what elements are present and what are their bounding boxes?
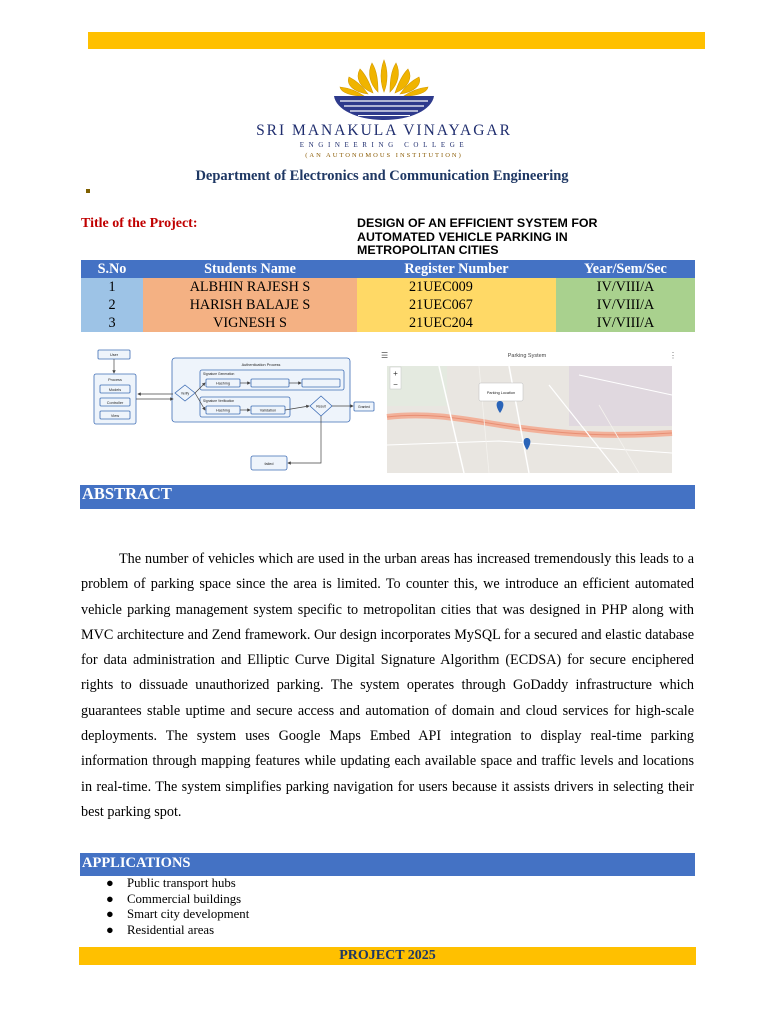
flow-controller-label: Controller bbox=[106, 401, 124, 405]
application-item: Commercial buildings bbox=[127, 891, 242, 906]
table-row bbox=[81, 314, 695, 332]
zoom-controls[interactable] bbox=[390, 367, 401, 389]
column-header-name: Students Name bbox=[143, 260, 357, 278]
hamburger-icon: ☰ bbox=[381, 351, 389, 360]
cell-sno: 3 bbox=[81, 314, 143, 332]
flow-sig-gen-label: Signature Generation bbox=[203, 372, 235, 376]
column-header-year: Year/Sem/Sec bbox=[556, 260, 695, 278]
flow-validation-label: Validation bbox=[259, 408, 277, 413]
cell-name: HARISH BALAJE S bbox=[143, 296, 357, 314]
project-title-line: METROPOLITAN CITIES bbox=[357, 243, 499, 258]
kebab-menu-icon: ⋮ bbox=[669, 351, 677, 360]
flow-process-label: Process bbox=[108, 378, 122, 382]
abstract-text: The number of vehicles which are used in the urban areas has increased tremendously this leads to a problem of parking space since the area is limited. To counter this, we introduce an efficient automated vehicle parking management system specific to metropolitan cities that was designed in PHP along with MVC architecture and Zend framework. Our design incorporates MySQL for a secured and elastic database for data administration and Elliptic Curve Digital Signature Algorithm (ECDSA) for secure enciphered rights to dissuade unauthorized parking. The system operates through GoDaddy infrastructure which guarantees stable uptime and secure access and automation of domain and cloud services for high-scale deployments. The system uses Google Maps Embed API integration to display real-time parking information through mapping features while updating each available space and traffic levels and locations in real-time. The system simplifies parking navigation for users because it assists drivers in selecting their best parking spot. bbox=[81, 551, 694, 820]
college-subtitle: ENGINEERING COLLEGE bbox=[299, 141, 469, 149]
applications-list bbox=[106, 876, 249, 938]
map-area bbox=[387, 366, 672, 473]
parking-map-screenshot bbox=[379, 345, 680, 475]
flow-key-box-2 bbox=[302, 379, 340, 387]
project-title-label: Title of the Project: bbox=[81, 216, 198, 231]
popup-label: Parking Location bbox=[486, 391, 516, 395]
parking-location-popup[interactable] bbox=[479, 383, 523, 401]
cell-name: VIGNESH S bbox=[143, 314, 357, 332]
flow-user-label: User bbox=[109, 353, 119, 357]
flow-view-label: View bbox=[110, 414, 120, 418]
bullet-icon: ● bbox=[106, 876, 114, 890]
abstract-paragraph bbox=[81, 547, 694, 825]
cell-year: IV/VIII/A bbox=[556, 314, 695, 332]
flow-result-label: Result bbox=[316, 404, 326, 409]
department-heading: Department of Electronics and Communication Engineering bbox=[195, 168, 569, 184]
flow-verify-label: Verify bbox=[180, 391, 190, 396]
college-logo bbox=[210, 54, 558, 164]
list-item bbox=[106, 876, 249, 892]
flow-failed-label: failed bbox=[264, 462, 274, 466]
bullet-icon: ● bbox=[106, 922, 114, 937]
flow-models-label: Models bbox=[108, 388, 122, 392]
zoom-out-button[interactable]: − bbox=[393, 380, 398, 389]
flow-hashing-label: Hashing bbox=[216, 381, 230, 386]
project-title bbox=[357, 217, 677, 258]
architecture-flowchart bbox=[80, 342, 376, 477]
table-header-row bbox=[81, 260, 695, 278]
cell-sno: 1 bbox=[81, 278, 143, 296]
bullet-icon: ● bbox=[106, 891, 114, 906]
cell-sno: 2 bbox=[81, 296, 143, 314]
students-table bbox=[81, 260, 695, 332]
top-gold-bar bbox=[88, 32, 705, 49]
application-item: Residential areas bbox=[127, 922, 215, 937]
flow-sig-ver-label: Signature Verification bbox=[203, 399, 235, 403]
college-tagline: (AN AUTONOMOUS INSTITUTION) bbox=[305, 152, 463, 159]
applications-heading: APPLICATIONS bbox=[80, 853, 695, 876]
bullet-icon: ● bbox=[106, 907, 114, 922]
application-item: Public transport hubs bbox=[127, 876, 236, 890]
list-item bbox=[106, 923, 249, 939]
cell-register: 21UEC009 bbox=[357, 278, 556, 296]
flow-auth-label: Authentication Process bbox=[241, 363, 281, 367]
college-name: SRI MANAKULA VINAYAGAR bbox=[256, 122, 512, 139]
project-title-line: AUTOMATED VEHICLE PARKING IN bbox=[357, 229, 568, 244]
list-item bbox=[106, 892, 249, 908]
column-header-sno: S.No bbox=[81, 260, 143, 278]
table-row bbox=[81, 296, 695, 314]
cell-year: IV/VIII/A bbox=[556, 296, 695, 314]
map-title: Parking System bbox=[507, 353, 547, 359]
small-bullet-mark bbox=[86, 189, 90, 193]
flow-granted-label: Granted bbox=[358, 405, 370, 409]
cell-year: IV/VIII/A bbox=[556, 278, 695, 296]
zoom-in-button[interactable]: + bbox=[393, 369, 398, 378]
cell-register: 21UEC067 bbox=[357, 296, 556, 314]
list-item bbox=[106, 907, 249, 923]
project-title-line: DESIGN OF AN EFFICIENT SYSTEM FOR bbox=[357, 216, 598, 230]
table-row bbox=[81, 278, 695, 296]
abstract-heading: ABSTRACT bbox=[80, 485, 695, 509]
column-header-register: Register Number bbox=[357, 260, 556, 278]
flow-hashing-label: Hashing bbox=[216, 408, 230, 413]
lotus-emblem-icon bbox=[334, 60, 434, 120]
cell-name: ALBHIN RAJESH S bbox=[143, 278, 357, 296]
footer-project-label: PROJECT 2025 bbox=[79, 947, 696, 965]
cell-register: 21UEC204 bbox=[357, 314, 556, 332]
application-item: Smart city development bbox=[127, 907, 250, 922]
flow-key-box-1 bbox=[251, 379, 289, 387]
